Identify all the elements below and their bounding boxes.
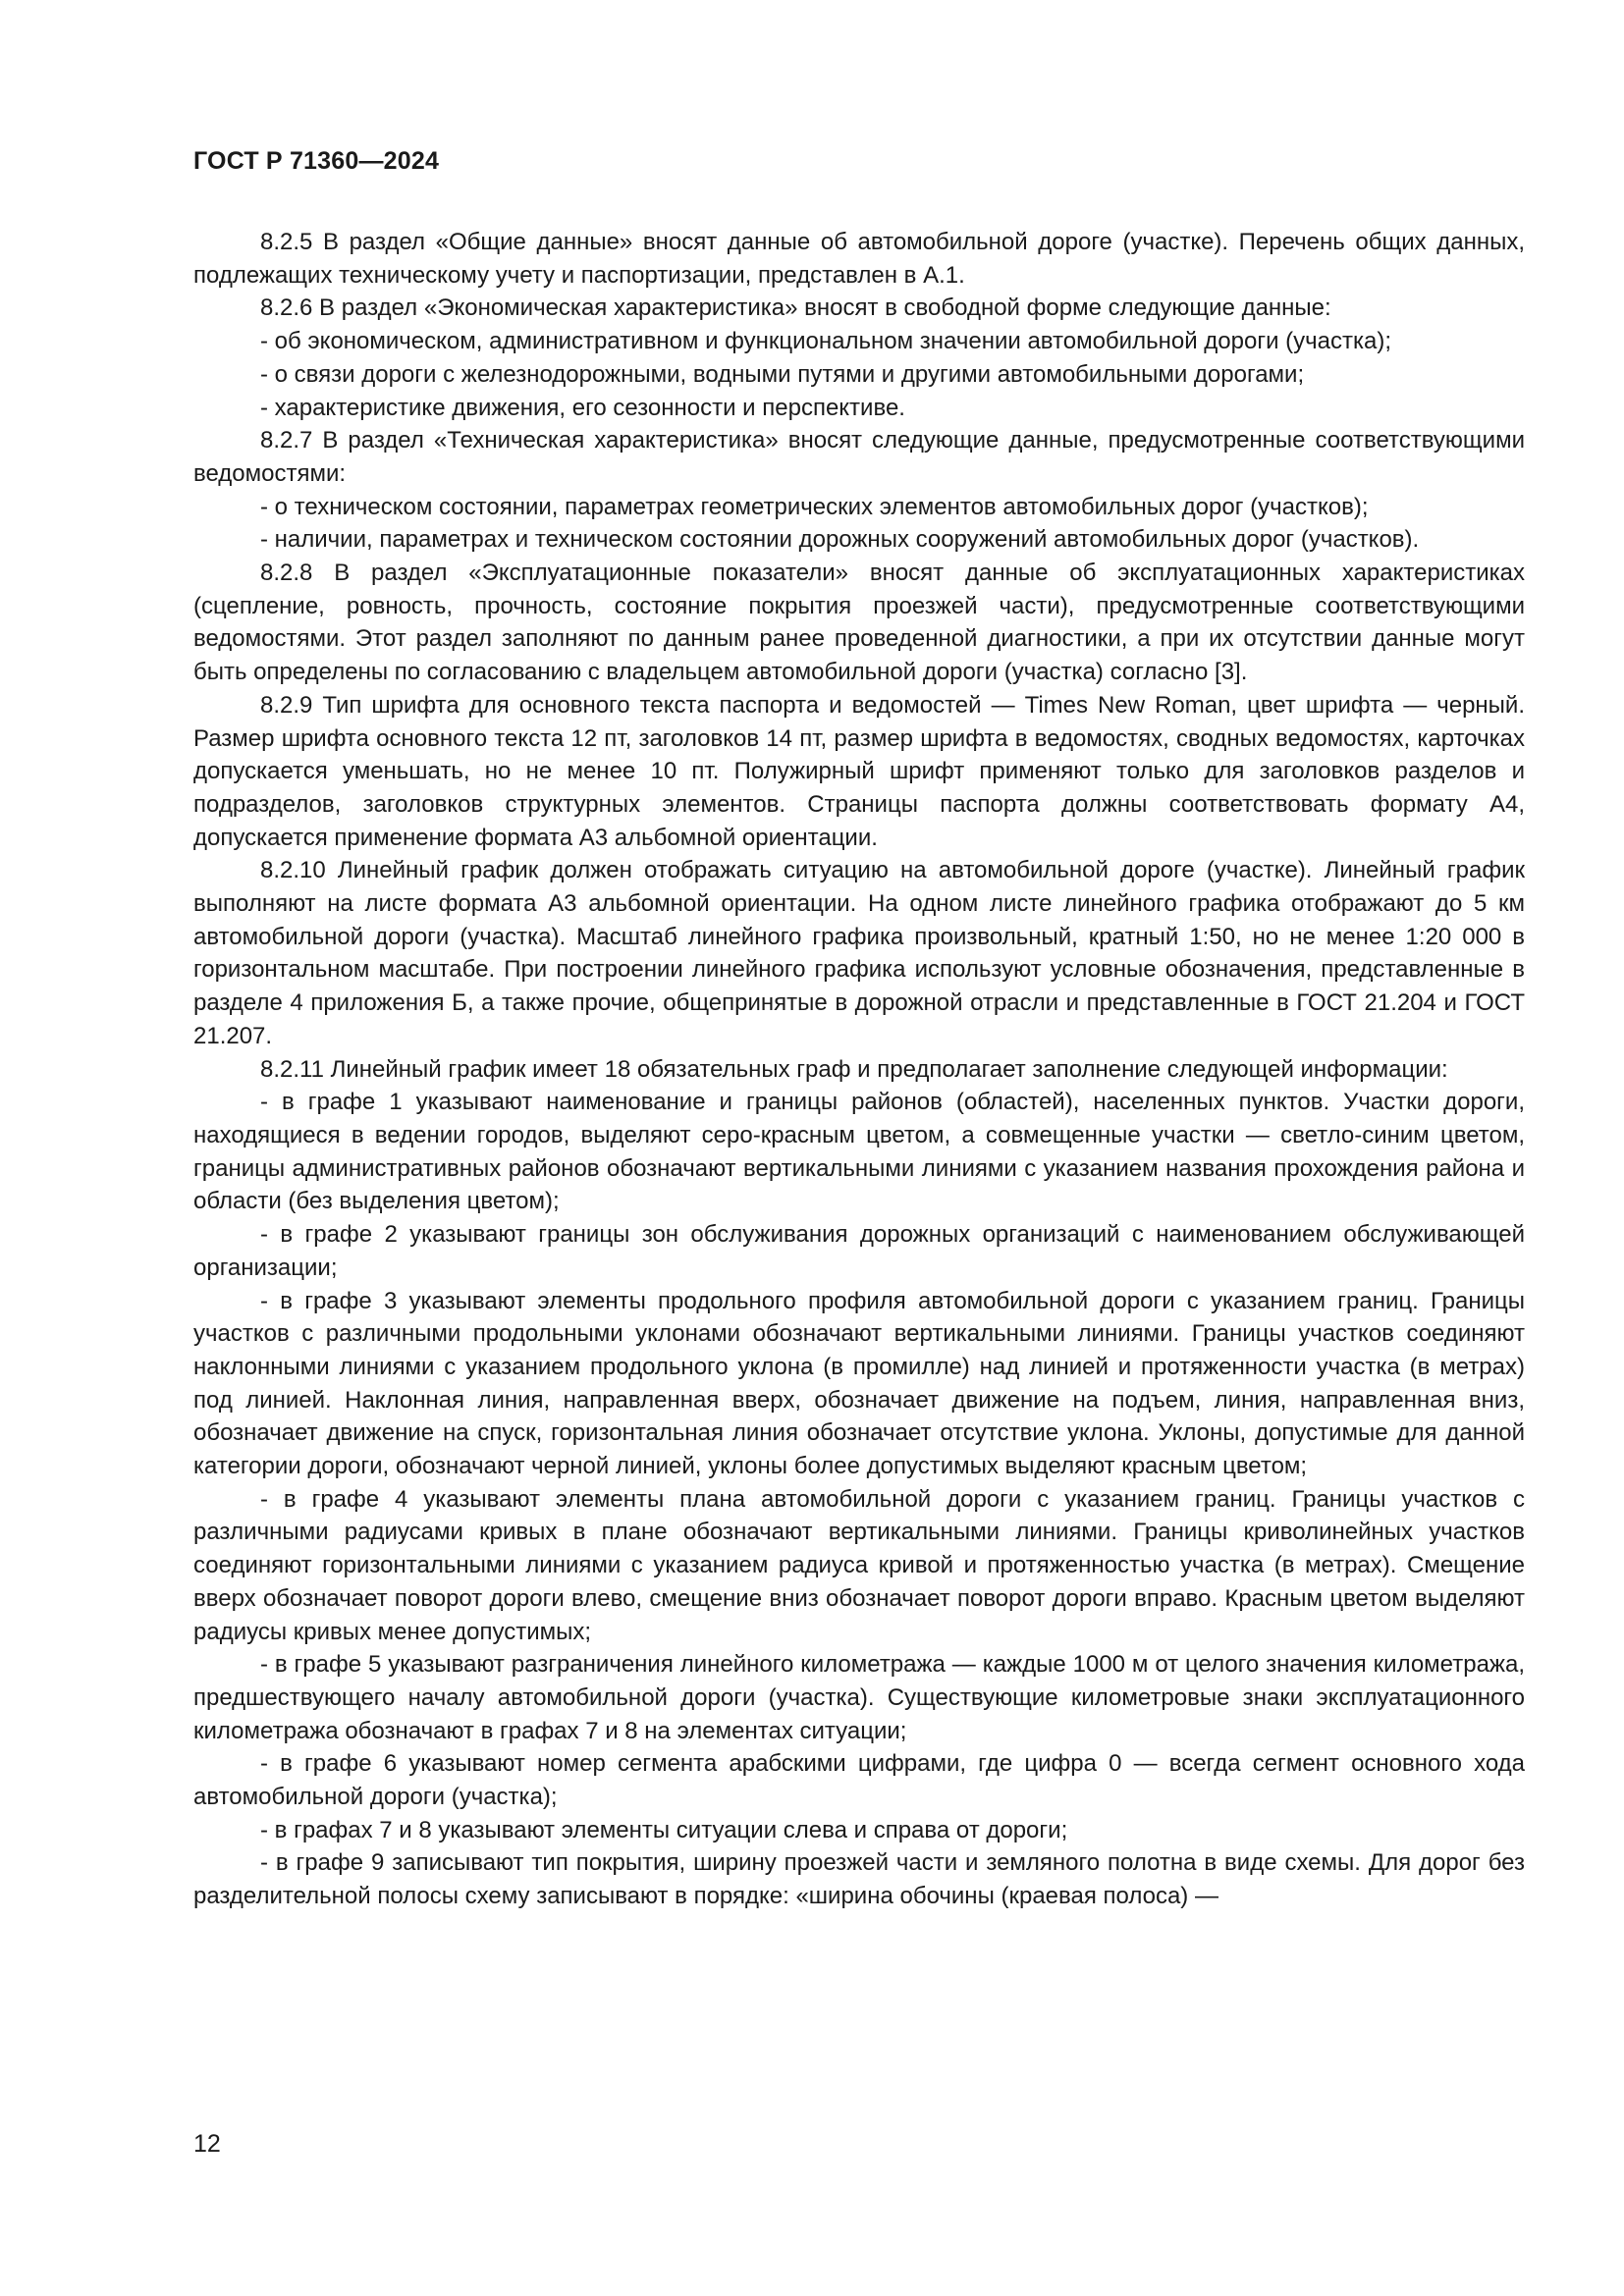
paragraph: - в графе 5 указывают разграничения линейного километража — каждые 1000 м от целого значения километража, предшествующего началу автомобильной дороги (участка). Существующие километровые знаки эксплуатационного километража обозначают в графах 7 и 8 на элементах ситуации; (193, 1651, 1525, 1744)
paragraph: - в графе 6 указывают номер сегмента арабскими цифрами, где цифра 0 — всегда сегмент основного хода автомобильной дороги (участка); (193, 1750, 1525, 1811)
paragraph: - характеристике движения, его сезонности и перспективе. (260, 394, 905, 421)
paragraph: 8.2.7 В раздел «Техническая характеристика» вносят следующие данные, предусмотренные соответствующими ведомостями: (193, 427, 1525, 487)
paragraph: 8.2.10 Линейный график должен отображать ситуацию на автомобильной дороге (участке). Линейный график выполняют на листе формата А3 альбомной ориентации. На одном листе линейного графика отображают до 5 км автомобильной дороги (участка). Масштаб линейного графика произвольный, кратный 1:50, но не менее 1:20 000 в горизонтальном масштабе. При построении линейного графика используют условные обозначения, представленные в разделе 4 приложения Б, а также прочие, общепринятые в дорожной отрасли и представленные в ГОСТ 21.204 и ГОСТ 21.207. (193, 857, 1525, 1049)
paragraph: - в графе 3 указывают элементы продольного профиля автомобильной дороги с указанием границ. Границы участков с различными продольными уклонами обозначают вертикальными линиями. Границы участков соединяют наклонными линиями с указанием продольного уклона (в промилле) над линией и протяженности участка (в метрах) под линией. Наклонная линия, направленная вверх, обозначает движение на подъем, линия, направленная вниз, обозначает движение на спуск, горизонтальная линия обозначает отсутствие уклона. Уклоны, допустимые для данной категории дороги, обозначают черной линией, уклоны более допустимых выделяют красным цветом; (193, 1287, 1525, 1480)
paragraph: - в графе 9 записывают тип покрытия, ширину проезжей части и земляного полотна в виде схемы. Для дорог без разделительной полосы схему записывают в порядке: «ширина обочины (краевая полоса) — (193, 1849, 1525, 1910)
paragraph: 8.2.6 В раздел «Экономическая характеристика» вносят в свободной форме следующие данные: (260, 294, 1331, 322)
paragraph: - в графе 2 указывают границы зон обслуживания дорожных организаций с наименованием обслуживающей организации; (193, 1221, 1525, 1281)
paragraph: - в графах 7 и 8 указывают элементы ситуации слева и справа от дороги; (260, 1816, 1068, 1843)
paragraph: - наличии, параметрах и техническом состоянии дорожных сооружений автомобильных дорог (участков). (260, 526, 1420, 554)
paragraph: 8.2.8 В раздел «Эксплуатационные показатели» вносят данные об эксплуатационных характеристиках (сцепление, ровность, прочность, состояние покрытия проезжей части), предусмотренные соответствующими ведомостями. Этот раздел заполняют по данным ранее проведенной диагностики, а при их отсутствии данные могут быть определены по согласованию с владельцем автомобильной дороги (участка) согласно [3]. (193, 560, 1525, 686)
paragraph: - о техническом состоянии, параметрах геометрических элементов автомобильных дорог (участков); (260, 493, 1369, 520)
paragraph: - о связи дороги с железнодорожными, водными путями и другими автомобильными дорогами; (260, 360, 1305, 388)
page-header-standard-id: ГОСТ Р 71360—2024 (193, 147, 440, 175)
paragraph: - в графе 4 указывают элементы плана автомобильной дороги с указанием границ. Границы участков с различными радиусами кривых в плане обозначают вертикальными линиями. Границы криволинейных участков соединяют горизонтальными линиями с указанием радиуса кривой и протяженностью участка (в метрах). Смещение вверх обозначает поворот дороги влево, смещение вниз обозначает поворот дороги вправо. Красным цветом выделяют радиусы кривых менее допустимых; (193, 1485, 1525, 1645)
paragraph: 8.2.11 Линейный график имеет 18 обязательных граф и предполагает заполнение следующей информации: (260, 1055, 1448, 1083)
paragraph: - в графе 1 указывают наименование и границы районов (областей), населенных пунктов. Участки дороги, находящиеся в ведении городов, выделяют серо-красным цветом, а совмещенные участки — светло-синим цветом, границы административных районов обозначают вертикальными линиями с указанием названия прохождения района и области (без выделения цветом); (193, 1089, 1525, 1215)
paragraph: 8.2.5 В раздел «Общие данные» вносят данные об автомобильной дороге (участке). Перечень общих данных, подлежащих техническому учету и паспортизации, представлен в А.1. (193, 229, 1525, 289)
page-number: 12 (193, 2130, 221, 2158)
paragraph: - об экономическом, административном и функциональном значении автомобильной дороги (участка); (260, 328, 1392, 355)
body-text (193, 226, 1525, 1913)
paragraph: 8.2.9 Тип шрифта для основного текста паспорта и ведомостей — Times New Roman, цвет шрифта — черный. Размер шрифта основного текста 12 пт, заголовков 14 пт, размер шрифта в ведомостях, сводных ведомостях, карточках допускается уменьшать, но не менее 10 пт. Полужирный шрифт применяют только для заголовков разделов и подразделов, заголовков структурных элементов. Страницы паспорта должны соответствовать формату А4, допускается применение формата А3 альбомной ориентации. (193, 691, 1525, 851)
